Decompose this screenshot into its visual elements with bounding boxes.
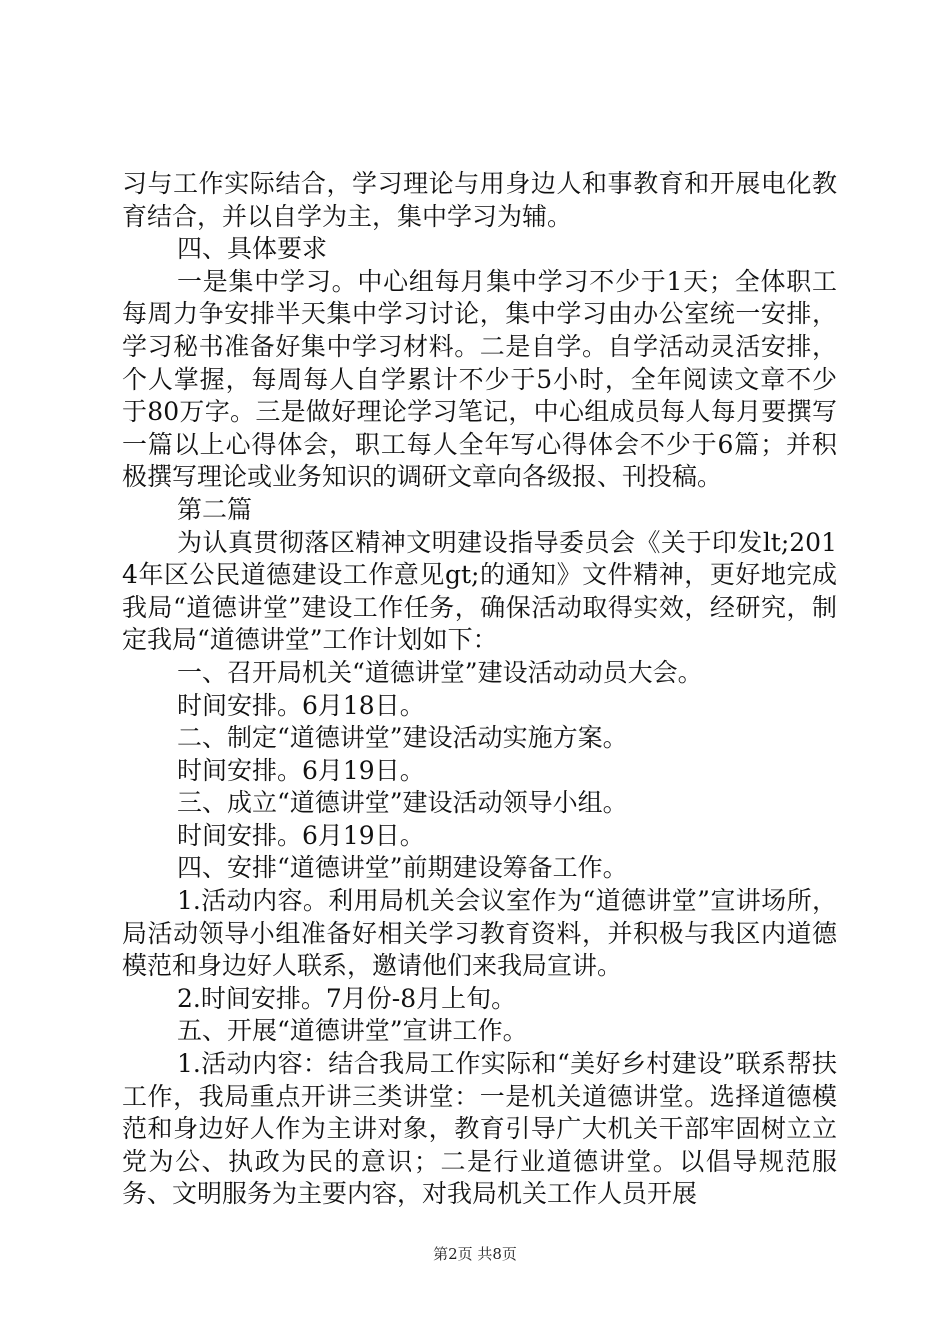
- item-activity-content-2: 1.活动内容：结合我局工作实际和“美好乡村建设”联系帮扶工作，我局重点开讲三类讲堂：一是机关道德讲堂。选择道德模范和身边好人作为主讲对象，教育引导广大机关干部牢固树立立党为公、执政为民的意识；二是行业道德讲堂。以倡导规范服务、文明服务为主要内容，对我局机关工作人员开展: [122, 1049, 837, 1209]
- document-body: [122, 168, 837, 1211]
- item-schedule-1: 时间安排。6月18日。: [177, 690, 425, 720]
- item-schedule-3: 时间安排。6月19日。: [177, 820, 425, 850]
- paragraph-plan-intro: 为认真贯彻落区精神文明建设指导委员会《关于印发lt;2014年区公民道德建设工作意见gt;的通知》文件精神，更好地完成我局“道德讲堂”建设工作任务，确保活动取得实效，经研究，制定我局“道德讲堂”工作计划如下：: [122, 527, 837, 655]
- heading-part-two: 第二篇: [177, 494, 253, 524]
- item-preparation-work: 四、安排“道德讲堂”前期建设筹备工作。: [177, 853, 628, 883]
- item-leading-group: 三、成立“道德讲堂”建设活动领导小组。: [177, 788, 628, 818]
- item-schedule-4: 2.时间安排。7月份-8月上旬。: [177, 983, 517, 1013]
- item-mobilization-meeting: 一、召开局机关“道德讲堂”建设活动动员大会。: [177, 657, 703, 687]
- item-implementation-plan: 二、制定“道德讲堂”建设活动实施方案。: [177, 723, 628, 753]
- item-schedule-2: 时间安排。6月19日。: [177, 755, 425, 785]
- paragraph-requirements-detail: 一是集中学习。中心组每月集中学习不少于1天；全体职工每周力争安排半天集中学习讨论，集中学习由办公室统一安排，学习秘书准备好集中学习材料。二是自学。自学活动灵活安排，个人掌握，每周每人自学累计不少于5小时，全年阅读文章不少于80万字。三是做好理论学习笔记，中心组成员每人每月要撰写一篇以上心得体会，职工每人全年写心得体会不少于6篇；并积极撰写理论或业务知识的调研文章向各级报、刊投稿。: [122, 266, 837, 492]
- paragraph-study-method: 习与工作实际结合，学习理论与用身边人和事教育和开展电化教育结合，并以自学为主，集中学习为辅。: [122, 169, 837, 231]
- item-activity-content-1: 1.活动内容。利用局机关会议室作为“道德讲堂”宣讲场所，局活动领导小组准备好相关学习教育资料，并积极与我区内道德模范和身边好人联系，邀请他们来我局宣讲。: [122, 886, 837, 981]
- heading-specific-requirements: 四、具体要求: [177, 234, 328, 264]
- page-footer: 第2页 共8页: [433, 1245, 517, 1263]
- item-lecture-work: 五、开展“道德讲堂”宣讲工作。: [177, 1016, 528, 1046]
